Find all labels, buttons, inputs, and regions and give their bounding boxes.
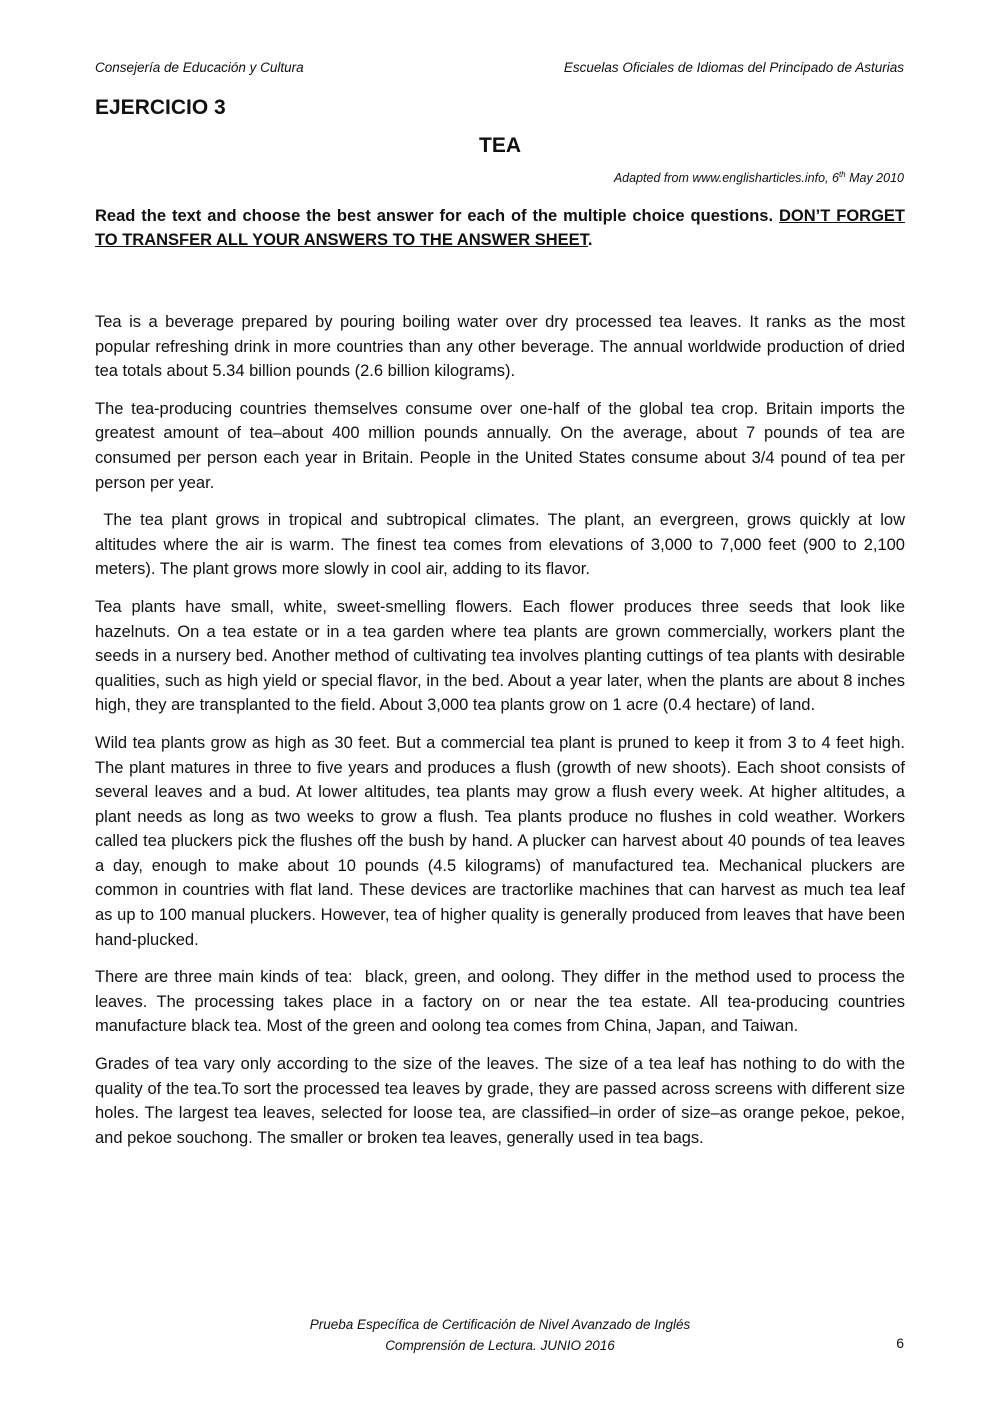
footer bbox=[0, 1314, 1000, 1356]
source-date-rest: May 2010 bbox=[845, 171, 904, 186]
source-date-suffix: th bbox=[838, 170, 846, 179]
paragraph-1: Tea is a beverage prepared by pouring boiling water over dry processed tea leaves. It ranks as the most popular refreshing drink in more countries than any other beverage. The annual worldwide production of dried tea totals about 5.34 billion pounds (2.6 billion kilograms). bbox=[95, 313, 905, 381]
source-citation bbox=[614, 170, 904, 185]
instructions-main: Read the text and choose the best answer for each of the multiple choice questions. bbox=[95, 207, 779, 225]
instructions bbox=[95, 204, 905, 252]
exercise-label: EJERCICIO 3 bbox=[95, 96, 226, 119]
page-number: 6 bbox=[896, 1335, 904, 1351]
page-title: TEA bbox=[479, 134, 521, 157]
paragraph-3: The tea plant grows in tropical and subtropical climates. The plant, an evergreen, grows quickly at low altitudes where the air is warm. The finest tea comes from elevations of 3,000 to 7,000 feet (900 to 2,100 meters). The plant grows more slowly in cool air, adding to its flavor. bbox=[95, 511, 910, 579]
paragraph-4: Tea plants have small, white, sweet-smelling flowers. Each flower produces three seeds that look like hazelnuts. On a tea estate or in a tea garden where tea plants are grown commercially, workers plant the seeds in a nursery bed. Another method of cultivating tea involves planting cuttings of tea plants with desirable qualities, such as high yield or special flavor, in the bed. About a year later, when the plants are about 8 inches high, they are transplanted to the field. About 3,000 tea plants grow on 1 acre (0.4 hectare) of land. bbox=[95, 597, 905, 715]
paragraph-6: There are three main kinds of tea: black, green, and oolong. They differ in the method used to process the leaves. The processing takes place in a factory on or near the tea estate. All tea-producing countries manufacture black tea. Most of the green and oolong tea comes from China, Japan, and Taiwan. bbox=[95, 968, 910, 1036]
header-right: Escuelas Oficiales de Idiomas del Principado de Asturias bbox=[563, 60, 904, 75]
footer-line-2: Comprensión de Lectura. JUNIO 2016 bbox=[385, 1338, 615, 1353]
source-text: Adapted from www.englisharticles.info, 6 bbox=[613, 171, 839, 186]
article-body bbox=[95, 310, 910, 1163]
footer-line-1: Prueba Específica de Certificación de Nivel Avanzado de Inglés bbox=[309, 1317, 691, 1332]
instructions-end: . bbox=[587, 231, 593, 249]
paragraph-5: Wild tea plants grow as high as 30 feet. But a commercial tea plant is pruned to keep it from 3 to 4 feet high. The plant matures in three to five years and produces a flush (growth of new shoots). Each shoot consists of several leaves and a bud. At lower altitudes, tea plants may grow a flush every week. At higher altitudes, a plant needs as long as two weeks to grow a flush. Tea plants produce no flushes in cold weather. Workers called tea pluckers pick the flushes off the bush by hand. A plucker can harvest about 40 pounds of tea leaves a day, enough to make about 10 pounds (4.5 kilograms) of manufactured tea. Mechanical pluckers are common in countries with flat land. These devices are tractorlike machines that can harvest as much tea leaf as up to 100 manual pluckers. However, tea of higher quality is generally produced from leaves that have been hand-plucked. bbox=[95, 733, 905, 949]
header-left: Consejería de Educación y Cultura bbox=[95, 60, 304, 75]
paragraph-7: Grades of tea vary only according to the size of the leaves. The size of a tea leaf has nothing to do with the quality of the tea.To sort the processed tea leaves by grade, they are passed across screens with different size holes. The largest tea leaves, selected for loose tea, are classified–in order of size–as orange pekoe, pekoe, and pekoe souchong. The smaller or broken tea leaves, generally used in tea bags. bbox=[95, 1055, 905, 1147]
paragraph-2: The tea-producing countries themselves consume over one-half of the global tea crop. Britain imports the greatest amount of tea–about 400 million pounds annually. On the average, about 7 pounds of tea are consumed per person each year in Britain. People in the United States consume about 3/4 pound of tea per person per year. bbox=[95, 399, 905, 492]
instructions-emphasis: DON’T FORGET TO TRANSFER ALL YOUR ANSWERS TO THE ANSWER SHEET bbox=[95, 207, 905, 249]
